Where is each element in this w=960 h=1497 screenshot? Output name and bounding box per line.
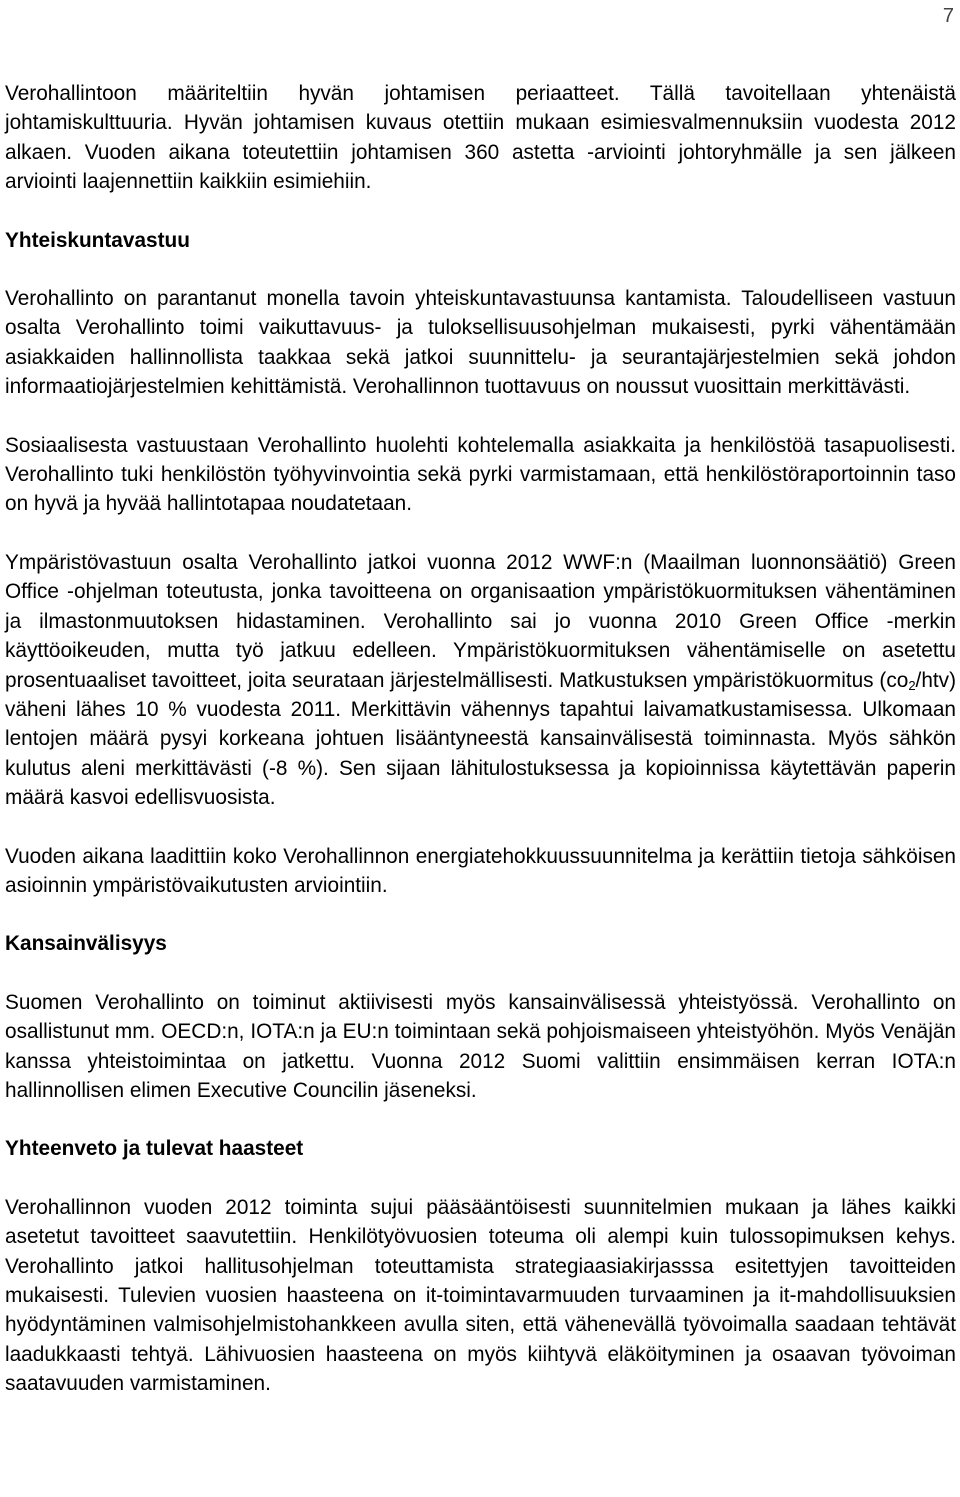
paragraph-yhteenveto: Verohallinnon vuoden 2012 toiminta sujui pääsääntöisesti suunnitelmien mukaan ja lähes kaikki asetetut tavoitteet saavutettiin. Henkilötyövuosien toteuma oli alempi kuin tulossopimuksen kehys. Verohallinto jatkoi hallitusohjelman toteuttamista strategiaasiakirjasssa esitettyjen tavoitteiden mukaisesti. Tulevien vuosien haasteena on it-toimintavarmuuden turvaaminen ja it-mahdollisuuksien hyödyntäminen valmisohjelmistohankkeen avulla siten, että vähenevällä työvoimalla saadaan tehtävät laadukkaasti tehtyä. Lähivuosien haasteena on myös kiihtyvä eläköityminen ja osaavan työvoiman saatavuuden varmistaminen. (5, 1195, 956, 1396)
page-number: 7 (942, 5, 954, 27)
document-body (5, 79, 956, 1428)
paragraph-energiatehokkuus: Vuoden aikana laadittiin koko Verohallinnon energiatehokkuussuunnitelma ja kerättiin tietoja sähköisen asioinnin ympäristövaikutusten arviointiin. (5, 844, 956, 897)
paragraph-kansainvalisyys: Suomen Verohallinto on toiminut aktiivisesti myös kansainvälisessä yhteistyössä. Verohallinto on osallistunut mm. OECD:n, IOTA:n ja EU:n toimintaan sekä pohjoismaiseen yhteistyöhön. Myös Venäjän kanssa yhteistoimintaa on jatkettu. Vuonna 2012 Suomi valittiin ensimmäisen kerran IOTA:n hallinnollisen elimen Executive Councilin jäseneksi. (5, 990, 956, 1102)
paragraph-sosiaalinen-vastuu: Sosiaalisesta vastuustaan Verohallinto huolehti kohtelemalla asiakkaita ja henkilöstöä tasapuolisesti. Verohallinto tuki henkilöstön työhyvinvointia sekä pyrki varmistamaan, että henkilöstöraportoinnin taso on hyvä ja hyvää hallintotapaa noudatetaan. (5, 433, 956, 516)
subscript-2: 2 (908, 677, 916, 693)
paragraph-ymparistovastuu (5, 548, 956, 813)
heading-yhteenveto: Yhteenveto ja tulevat haasteet (5, 1137, 304, 1161)
ymparistovastuu-text-end: /htv) väheni lähes 10 % vuodesta 2011. Merkittävin vähennys tapahtui laivamatkustamisessa. Ulkomaan lentojen määrä pysyi korkeana johtuen lisääntyneestä kansainvälisestä toiminnasta. Myös sähkön kulutus aleni merkittävästi (-8 %). Sen sijaan lähitulostuksessa ja kopioinnissa käytettävän paperin määrä kasvoi edellisvuosista. (5, 668, 956, 810)
ymparistovastuu-text-start: Ympäristövastuun osalta Verohallinto jatkoi vuonna 2012 WWF:n (Maailman luonnonsäätiö) Green Office -ohjelman toteutusta, jonka tavoitteena on organisaation ympäristökuormituksen vähentäminen ja ilmastonmuutoksen hidastaminen. Verohallinto sai jo vuonna 2010 Green Office -merkin käyttöoikeuden, mutta työ jatkuu edelleen. Ympäristökuormituksen vähentämiselle on asetettu prosentuaaliset tavoitteet, joita seurataan järjestelmällisesti. Matkustuksen ympäristökuormitus (co (5, 550, 956, 692)
heading-yhteiskuntavastuu: Yhteiskuntavastuu (5, 228, 190, 252)
heading-kansainvalisyys: Kansainvälisyys (5, 932, 167, 956)
paragraph-taloudellinen-vastuu: Verohallinto on parantanut monella tavoin yhteiskuntavastuunsa kantamista. Taloudelliseen vastuun osalta Verohallinto toimi vaikuttavuus- ja tuloksellisuusohjelman mukaisesti, pyrki vähentämään asiakkaiden hallinnollista taakkaa sekä jatkoi suunnittelu- ja seurantajärjestelmien sekä johdon informaatiojärjestelmien kehittämistä. Verohallinnon tuottavuus on noussut vuosittain merkittävästi. (5, 287, 956, 399)
intro-paragraph: Verohallintoon määriteltiin hyvän johtamisen periaatteet. Tällä tavoitellaan yhtenäistä johtamiskulttuuria. Hyvän johtamisen kuvaus otettiin mukaan esimiesvalmennuksiin vuodesta 2012 alkaen. Vuoden aikana toteutettiin johtamisen 360 astetta -arviointi johtoryhmälle ja sen jälkeen arviointi laajennettiin kaikkiin esimiehiin. (5, 82, 956, 194)
